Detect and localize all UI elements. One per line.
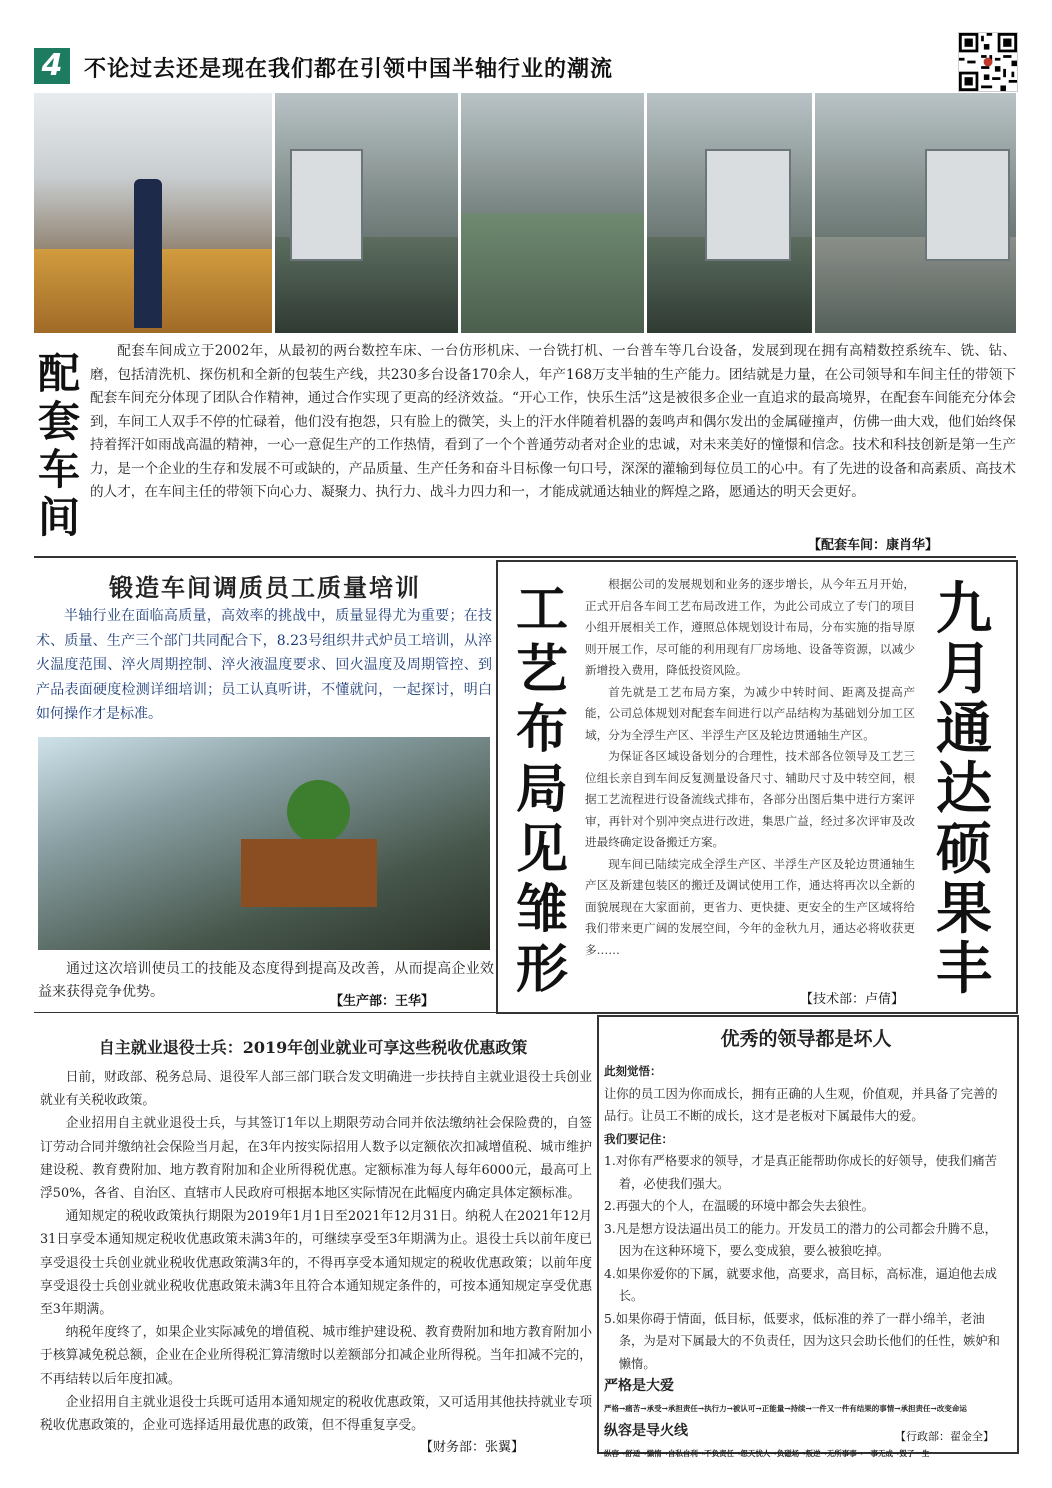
remember-label: 我们要记住： xyxy=(604,1131,673,1146)
page-headline: 不论过去还是现在我们都在引领中国半轴行业的潮流 xyxy=(84,57,614,82)
workshop-aisle-photo xyxy=(461,93,644,333)
tax-paragraph: 企业招用自主就业退役士兵既可适用本通知规定的税收优惠政策，又可适用其他扶持就业专项税收优惠政策的，企业可选择适用最优惠的政策，但不得重复享受。 xyxy=(40,1394,592,1434)
tax-paragraph: 企业招用自主就业退役士兵，与其签订1年以上期限劳动合同并依法缴纳社会保险费的，自签订劳动合同并缴纳社会保险当月起，在3年内按实际招用人数予以定额依次扣减增值税、城市维护建设税、教育费附加、地方教育附加和企业所得税优惠。定额标准为每人每年6000元，最高可上浮50%，各省、自治区、直辖市人民政府可根据本地区实际情况在此幅度内确定具体定额标准。 xyxy=(40,1116,592,1202)
tax-paragraph: 纳税年度终了，如果企业实际减免的增值税、城市维护建设税、教育费附加和地方教育附加小于核算减免税总额，企业在企业所得税汇算清缴时以差额部分扣减企业所得税。当年扣减不完的，不再结转以后年度扣减。 xyxy=(40,1325,592,1387)
tolerance-label: 纵容是导火线 xyxy=(604,1423,688,1439)
layout-credit: 【技术部：卢倩】 xyxy=(800,992,905,1007)
layout-paragraph: 根据公司的发展规划和业务的逐步增长，从今年五月开始，正式开启各车间工艺布局改进工作，为此公司成立了专门的项目小组开展相关工作，遵照总体规划设计布局，分布实施的指导原则开展工作，尽可能的利用现有厂房场地、设备等资源，以减少新增投入费用，降低投资风险。 xyxy=(585,577,915,677)
leadership-point: 1.对你有严格要求的领导，才是真正能帮助你成长的好领导，使我们痛苦着，必使我们强大。 xyxy=(604,1154,997,1191)
leadership-title: 优秀的领导都是坏人 xyxy=(720,1028,892,1050)
tax-credit: 【财务部：张翼】 xyxy=(420,1440,525,1455)
layout-paragraph: 现车间已陆续完成全浮生产区、半浮生产区及轮边贯通轴生产区及新建包装区的搬迁及调试使用工作，通达将再次以全新的面貌展现在大家面前，更省力、更快捷、更安全的生产区域将给我们带来更广阔的发展空间，今年的金秋九月，通达必将收获更多…… xyxy=(585,856,915,957)
awareness-label: 此刻觉悟： xyxy=(604,1064,662,1078)
leadership-point: 2.再强大的个人，在温暖的环境中都会失去狼性。 xyxy=(604,1199,874,1213)
page-number: 4 xyxy=(34,48,70,84)
tolerance-chain: 纵容→舒适→懒惰→自私自利→不负责任→怨天忧人→负磁场→叛逆→无所事事→一事无成→毁了一生 xyxy=(604,1448,930,1458)
training-meeting-photo xyxy=(34,93,272,333)
workshop-title: 配套车间 xyxy=(37,349,80,542)
forge-credit: 【生产部：王华】 xyxy=(330,994,435,1009)
forge-training-caption: 通过这次培训使员工的技能及态度得到提高及改善，从而提高企业效益来获得竞争优势。 xyxy=(38,961,494,1000)
september-harvest-title: 九月通达硕果丰 xyxy=(936,577,992,1002)
tax-paragraph: 通知规定的税收政策执行期限为2019年1月1日至2021年12月31日。纳税人在2021年12月31日享受本通知规定税收优惠政策未满3年的，可继续享受至3年期满为止。退役士兵以前年度已享受退役士兵创业就业税收优惠政策满3年的，不得再享受本通知规定的税收优惠政策；以前年度享受退役士兵创业就业税收优惠政策未满3年且符合本通知规定条件的，可按本通知规定享受优惠至3年期满。 xyxy=(40,1209,592,1318)
layout-article xyxy=(585,574,915,961)
workshop-photo-strip xyxy=(34,93,1016,333)
workshop-machines-photo xyxy=(647,93,812,333)
leadership-point: 3.凡是想方设法逼出员工的能力。开发员工的潜力的公司都会升腾不息，因为在这种环境下，要么变成狼，要么被狼吃掉。 xyxy=(604,1221,997,1258)
workshop-credit: 【配套车间：康肖华】 xyxy=(808,538,939,553)
tax-policy-article xyxy=(40,1066,592,1437)
leadership-point: 5.如果你碍于情面，低目标，低要求，低标准的养了一群小绵羊，老油条，为是对下属最大的不负责任，因为这只会助长他们的任性，嫉妒和懒惰。 xyxy=(604,1311,1000,1371)
section-divider xyxy=(34,556,1016,558)
workshop-article: 配套车间成立于2002年，从最初的两台数控车床、一台仿形机床、一台铣打机、一台普车等几台设备，发展到现在拥有高精数控系统车、铣、钻、磨，包括清洗机、探伤机和全新的包装生产线，共230多台设备170余人，年产168万支半轴的生产能力。团结就是力量，在公司领导和车间主任的带领下配套车间充分体现了团队合作精神，通过合作实现了更高的经济效益。“开心工作，快乐生活”这是被很多企业一直追求的最高境界，在配套车间能充分体会到，车间工人双手不停的忙碌着，他们没有抱怨，只有脸上的微笑，头上的汗水伴随着机器的轰鸣声和偶尔发出的金属碰撞声，仿佛一曲大戏，他们始终保持着挥汗如雨战高温的精神，一心一意促生产的工作热情，看到了一个个普通劳动者对企业的忠诚，对未来美好的憧憬和信念。技术和科技创新是第一生产力，是一个企业的生存和发展不可或缺的，产品质量、生产任务和奋斗目标像一句口号，深深的灌输到每位员工的心中。有了先进的设备和高素质、高技术的人才，在车间主任的带领下向心力、凝聚力、执行力、战斗力四力和一，才能成就通达轴业的辉煌之路，愿通达的明天会更好。 xyxy=(90,343,1016,500)
strict-label: 严格是大爱 xyxy=(604,1378,674,1394)
layout-paragraph: 首先就是工艺布局方案，为减少中转时间、距离及提高产能，公司总体规划对配套车间进行以产品结构为基础划分加工区域，分为全浮生产区、半浮生产区及轮边贯通轴生产区。 xyxy=(585,684,915,742)
forge-training-photo xyxy=(38,737,490,950)
leadership-article xyxy=(604,1060,1008,1465)
layout-paragraph: 为保证各区域设备划分的合理性，技术部各位领导及工艺三位组长亲自到车间反复测量设备尺寸、辅助尺寸及中转空间，根据工艺流程进行设备流线式排布，各部分出图后集中进行方案评审，再针对个别冲突点进行改进，集思广益，经过多次评审及改进最终确定设备搬迁方案。 xyxy=(585,749,915,849)
leadership-point: 4.如果你爱你的下属，就要求他，高要求，高目标，高标准，逼迫他去成长。 xyxy=(604,1266,997,1303)
forge-training-article: 半轴行业在面临高质量，高效率的挑战中，质量显得尤为重要；在技术、质量、生产三个部门共同配合下，8.23号组织井式炉员工培训，从淬火温度范围、淬火周期控制、淬火液温度要求、回火温度及周期管控、到产品表面硬度检测详细培训；员工认真听讲，不懂就问，一起探讨，明白如何操作才是标准。 xyxy=(36,608,492,722)
layout-title: 工艺布局见雏形 xyxy=(515,580,568,1000)
awareness-text: 让你的员工因为你而成长，拥有正确的人生观，价值观，并具备了完善的品行。让员工不断的成长，这才是老板对下属最伟大的爱。 xyxy=(604,1086,998,1123)
tax-policy-title: 自主就业退役士兵：2019年创业就业可享这些税收优惠政策 xyxy=(98,1038,528,1057)
leadership-credit: 【行政部：翟金全】 xyxy=(895,1430,994,1443)
section-divider-lower xyxy=(34,1012,594,1013)
qr-code-icon xyxy=(958,32,1018,92)
forge-training-title: 锻造车间调质员工质量培训 xyxy=(109,573,421,602)
tax-paragraph: 日前，财政部、税务总局、退役军人部三部门联合发文明确进一步扶持自主就业退役士兵创业就业有关税收政策。 xyxy=(40,1070,592,1109)
workshop-shafts-photo xyxy=(815,93,1016,333)
strict-chain: 严格→痛苦→承受→承担责任→执行力→被认可→正能量→持续→一件又一件有结果的事情→承担责任→改变命运 xyxy=(604,1403,967,1413)
workshop-lathe-photo xyxy=(275,93,458,333)
page-banner xyxy=(34,44,1024,90)
